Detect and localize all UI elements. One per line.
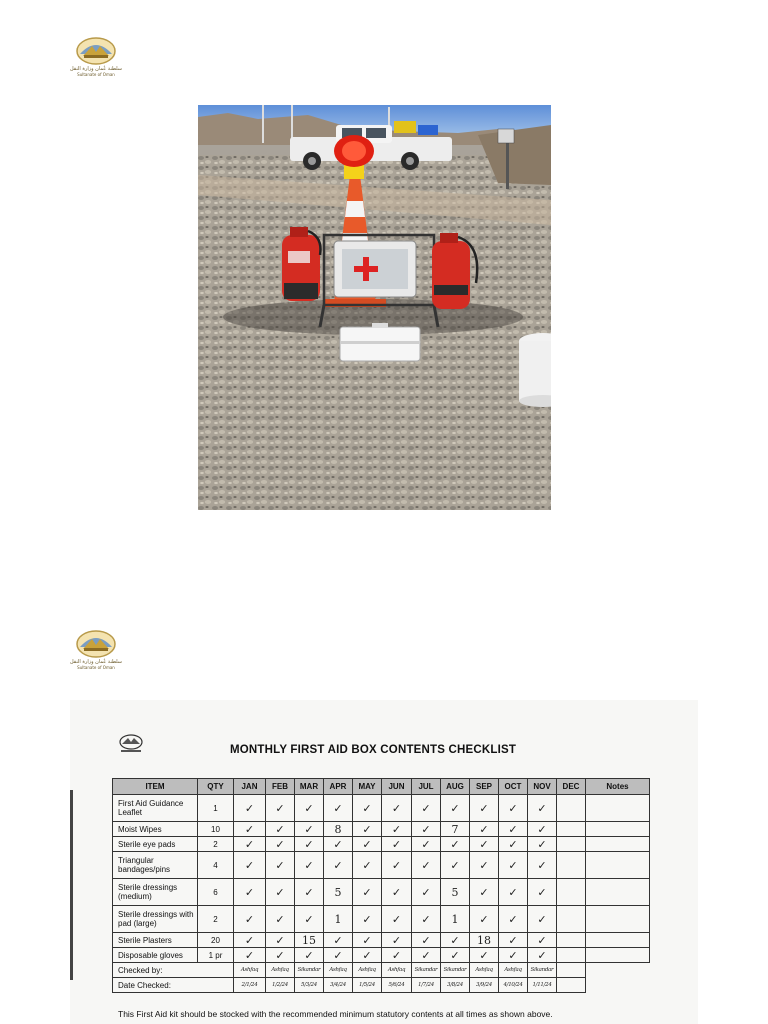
month-check-cell xyxy=(557,837,586,852)
month-check-cell xyxy=(557,795,586,822)
month-check-cell: ✓ xyxy=(234,837,266,852)
table-row xyxy=(113,795,650,822)
month-check-cell: ✓ xyxy=(441,948,470,963)
column-header-item: ITEM xyxy=(113,779,198,795)
month-check-cell: 5 xyxy=(324,879,353,906)
checked-by-cell: Ashfaq xyxy=(499,963,528,978)
month-check-cell: ✓ xyxy=(353,933,382,948)
checklist-logo-icon xyxy=(116,734,146,754)
checked-by-cell: Ashfaq xyxy=(382,963,412,978)
month-check-cell: 8 xyxy=(324,822,353,837)
month-check-cell xyxy=(557,822,586,837)
month-check-cell: ✓ xyxy=(470,795,499,822)
month-check-cell: ✓ xyxy=(382,906,412,933)
month-check-cell: 5 xyxy=(441,879,470,906)
month-check-cell: ✓ xyxy=(412,933,441,948)
month-check-cell: ✓ xyxy=(470,852,499,879)
item-qty: 4 xyxy=(198,852,234,879)
column-header-may: MAY xyxy=(353,779,382,795)
column-header-aug: AUG xyxy=(441,779,470,795)
column-header-qty: QTY xyxy=(198,779,234,795)
column-header-apr: APR xyxy=(324,779,353,795)
item-name: Triangular bandages/pins xyxy=(113,852,198,879)
month-check-cell: ✓ xyxy=(234,822,266,837)
month-check-cell: ✓ xyxy=(382,852,412,879)
date-checked-cell: 1/2/24 xyxy=(266,978,295,993)
scan-edge-shadow xyxy=(70,790,73,980)
checklist-footnote: This First Aid kit should be stocked with the recommended minimum statutory contents at all times as shown above. xyxy=(118,1009,553,1019)
month-check-cell: ✓ xyxy=(324,795,353,822)
month-check-cell: ✓ xyxy=(382,795,412,822)
month-check-cell: ✓ xyxy=(266,933,295,948)
month-check-cell: ✓ xyxy=(295,879,324,906)
checked-by-cell: Ashfaq xyxy=(234,963,266,978)
month-check-cell: ✓ xyxy=(470,906,499,933)
svg-text:سلطنة عُمان وزارة النقل: سلطنة عُمان وزارة النقل xyxy=(70,66,122,72)
notes-cell xyxy=(586,933,650,948)
date-checked-cell: 5/6/24 xyxy=(382,978,412,993)
month-check-cell: ✓ xyxy=(382,948,412,963)
svg-text:Sultanate of Oman: Sultanate of Oman xyxy=(77,72,115,77)
item-name: First Aid Guidance Leaflet xyxy=(113,795,198,822)
item-name: Sterile Plasters xyxy=(113,933,198,948)
month-check-cell: ✓ xyxy=(528,795,557,822)
svg-text:Sultanate of Oman: Sultanate of Oman xyxy=(77,665,115,670)
checked-by-cell xyxy=(557,963,586,978)
column-header-notes: Notes xyxy=(586,779,650,795)
checklist-table xyxy=(112,778,650,993)
table-row xyxy=(113,822,650,837)
month-check-cell: ✓ xyxy=(470,837,499,852)
column-header-jul: JUL xyxy=(412,779,441,795)
month-check-cell: ✓ xyxy=(441,795,470,822)
month-check-cell: ✓ xyxy=(266,837,295,852)
month-check-cell: ✓ xyxy=(412,837,441,852)
month-check-cell: ✓ xyxy=(441,837,470,852)
month-check-cell: ✓ xyxy=(324,852,353,879)
month-check-cell: ✓ xyxy=(499,948,528,963)
month-check-cell: ✓ xyxy=(295,948,324,963)
column-header-oct: OCT xyxy=(499,779,528,795)
site-photo xyxy=(198,105,551,510)
month-check-cell: ✓ xyxy=(499,933,528,948)
checked-by-label: Checked by: xyxy=(113,963,234,978)
month-check-cell: ✓ xyxy=(353,906,382,933)
month-check-cell: ✓ xyxy=(266,822,295,837)
month-check-cell: ✓ xyxy=(412,822,441,837)
item-name: Sterile dressings with pad (large) xyxy=(113,906,198,933)
month-check-cell: ✓ xyxy=(412,852,441,879)
date-checked-cell: 4/10/24 xyxy=(499,978,528,993)
month-check-cell: ✓ xyxy=(295,822,324,837)
month-check-cell: ✓ xyxy=(528,906,557,933)
month-check-cell: ✓ xyxy=(266,879,295,906)
checked-by-cell: Sikandar xyxy=(412,963,441,978)
month-check-cell: ✓ xyxy=(528,822,557,837)
month-check-cell: ✓ xyxy=(470,948,499,963)
month-check-cell: ✓ xyxy=(353,795,382,822)
month-check-cell: ✓ xyxy=(234,933,266,948)
date-checked-label: Date Checked: xyxy=(113,978,234,993)
checked-by-cell: Ashfaq xyxy=(324,963,353,978)
month-check-cell: ✓ xyxy=(528,837,557,852)
month-check-cell: ✓ xyxy=(324,837,353,852)
date-checked-cell: 5/3/24 xyxy=(295,978,324,993)
month-check-cell: ✓ xyxy=(234,906,266,933)
month-check-cell: ✓ xyxy=(266,852,295,879)
month-check-cell: ✓ xyxy=(353,879,382,906)
month-check-cell: ✓ xyxy=(324,933,353,948)
item-qty: 20 xyxy=(198,933,234,948)
month-check-cell: ✓ xyxy=(499,822,528,837)
date-checked-cell: 1/7/24 xyxy=(412,978,441,993)
month-check-cell: ✓ xyxy=(412,948,441,963)
month-check-cell: ✓ xyxy=(441,852,470,879)
checked-by-cell: Sikandar xyxy=(528,963,557,978)
item-qty: 6 xyxy=(198,879,234,906)
month-check-cell: ✓ xyxy=(412,906,441,933)
notes-cell xyxy=(586,822,650,837)
month-check-cell: ✓ xyxy=(382,933,412,948)
month-check-cell xyxy=(557,906,586,933)
column-header-dec: DEC xyxy=(557,779,586,795)
month-check-cell: ✓ xyxy=(353,852,382,879)
month-check-cell: ✓ xyxy=(499,852,528,879)
month-check-cell: ✓ xyxy=(528,879,557,906)
date-checked-cell: 3/9/24 xyxy=(470,978,499,993)
date-checked-cell: 2/1/24 xyxy=(234,978,266,993)
column-header-nov: NOV xyxy=(528,779,557,795)
item-name: Moist Wipes xyxy=(113,822,198,837)
month-check-cell: ✓ xyxy=(266,948,295,963)
checked-by-row xyxy=(113,963,650,978)
checked-by-cell: Ashfaq xyxy=(353,963,382,978)
month-check-cell: ✓ xyxy=(382,879,412,906)
month-check-cell: ✓ xyxy=(412,879,441,906)
checked-by-cell: Sikandar xyxy=(441,963,470,978)
checklist-header-row xyxy=(113,779,650,795)
month-check-cell: ✓ xyxy=(295,795,324,822)
item-qty: 2 xyxy=(198,906,234,933)
svg-text:سلطنة عُمان وزارة النقل: سلطنة عُمان وزارة النقل xyxy=(70,659,122,665)
date-checked-cell: 1/11/24 xyxy=(528,978,557,993)
month-check-cell: ✓ xyxy=(324,948,353,963)
month-check-cell: ✓ xyxy=(234,879,266,906)
checked-by-cell: Ashfaq xyxy=(470,963,499,978)
month-check-cell: ✓ xyxy=(295,852,324,879)
month-check-cell: 7 xyxy=(441,822,470,837)
organization-logo-bottom xyxy=(70,627,122,671)
month-check-cell: 18 xyxy=(470,933,499,948)
notes-cell xyxy=(586,852,650,879)
item-name: Sterile eye pads xyxy=(113,837,198,852)
month-check-cell: ✓ xyxy=(234,948,266,963)
item-name: Disposable gloves xyxy=(113,948,198,963)
date-checked-cell: 3/4/24 xyxy=(324,978,353,993)
item-qty: 1 pr xyxy=(198,948,234,963)
month-check-cell: ✓ xyxy=(295,906,324,933)
month-check-cell: ✓ xyxy=(528,948,557,963)
item-qty: 2 xyxy=(198,837,234,852)
checked-by-cell: Sikandar xyxy=(295,963,324,978)
table-row xyxy=(113,933,650,948)
date-checked-cell: 1/5/24 xyxy=(353,978,382,993)
column-header-jan: JAN xyxy=(234,779,266,795)
month-check-cell: ✓ xyxy=(382,822,412,837)
table-row xyxy=(113,879,650,906)
month-check-cell: ✓ xyxy=(353,837,382,852)
table-row xyxy=(113,906,650,933)
month-check-cell: ✓ xyxy=(382,837,412,852)
month-check-cell: ✓ xyxy=(266,795,295,822)
notes-cell xyxy=(586,795,650,822)
month-check-cell: ✓ xyxy=(528,933,557,948)
month-check-cell: ✓ xyxy=(353,948,382,963)
month-check-cell: ✓ xyxy=(234,852,266,879)
month-check-cell: 15 xyxy=(295,933,324,948)
month-check-cell: ✓ xyxy=(470,822,499,837)
notes-cell xyxy=(586,906,650,933)
checked-by-cell: Ashfaq xyxy=(266,963,295,978)
date-checked-cell xyxy=(557,978,586,993)
month-check-cell: ✓ xyxy=(470,879,499,906)
month-check-cell: ✓ xyxy=(441,933,470,948)
month-check-cell: 1 xyxy=(441,906,470,933)
month-check-cell: ✓ xyxy=(499,879,528,906)
date-checked-row xyxy=(113,978,650,993)
month-check-cell xyxy=(557,852,586,879)
month-check-cell: ✓ xyxy=(528,852,557,879)
checklist-title: MONTHLY FIRST AID BOX CONTENTS CHECKLIST xyxy=(230,744,517,756)
column-header-sep: SEP xyxy=(470,779,499,795)
notes-cell xyxy=(586,948,650,963)
month-check-cell: ✓ xyxy=(499,837,528,852)
table-row xyxy=(113,852,650,879)
month-check-cell: ✓ xyxy=(234,795,266,822)
notes-cell xyxy=(586,837,650,852)
month-check-cell: ✓ xyxy=(353,822,382,837)
month-check-cell: ✓ xyxy=(499,795,528,822)
column-header-feb: FEB xyxy=(266,779,295,795)
month-check-cell xyxy=(557,933,586,948)
organization-logo-top xyxy=(70,34,122,78)
notes-cell xyxy=(586,879,650,906)
month-check-cell: 1 xyxy=(324,906,353,933)
column-header-jun: JUN xyxy=(382,779,412,795)
month-check-cell: ✓ xyxy=(499,906,528,933)
table-row xyxy=(113,948,650,963)
item-qty: 1 xyxy=(198,795,234,822)
column-header-mar: MAR xyxy=(295,779,324,795)
table-row xyxy=(113,837,650,852)
month-check-cell: ✓ xyxy=(295,837,324,852)
item-name: Sterile dressings (medium) xyxy=(113,879,198,906)
month-check-cell xyxy=(557,948,586,963)
date-checked-cell: 3/8/24 xyxy=(441,978,470,993)
month-check-cell xyxy=(557,879,586,906)
item-qty: 10 xyxy=(198,822,234,837)
month-check-cell: ✓ xyxy=(412,795,441,822)
month-check-cell: ✓ xyxy=(266,906,295,933)
